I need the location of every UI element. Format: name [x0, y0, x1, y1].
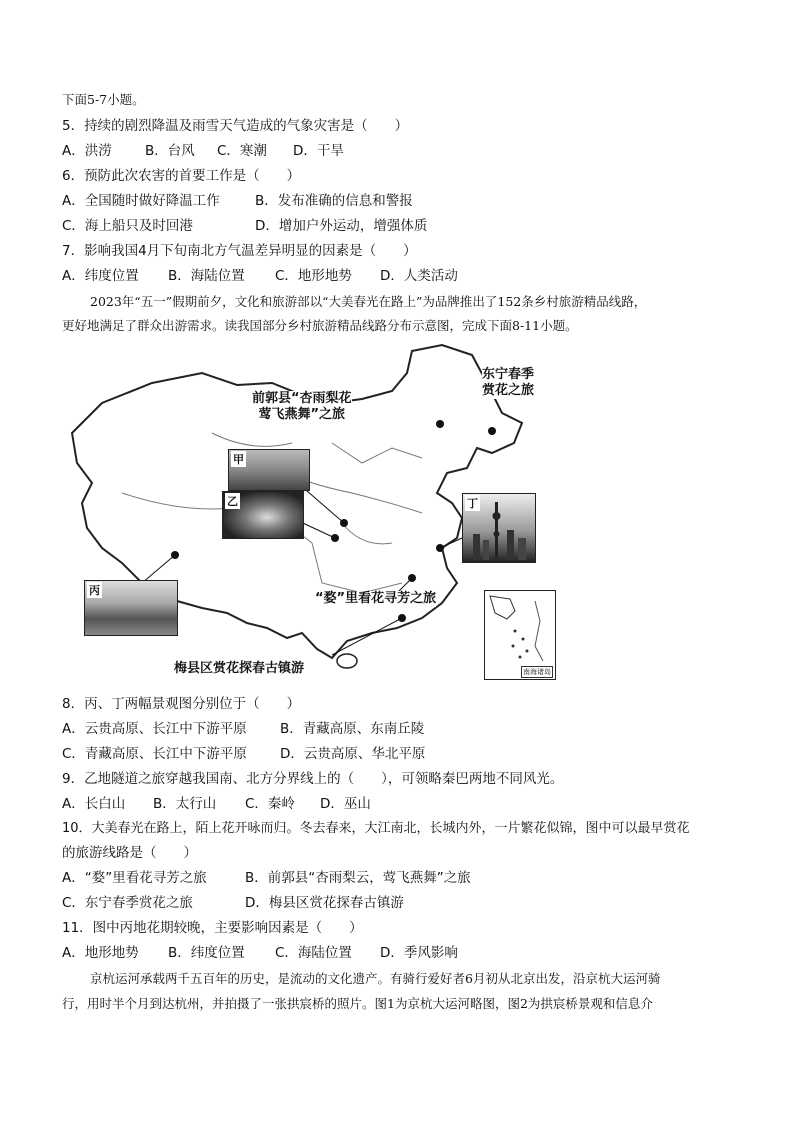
q9-option-d[interactable]: D．巫山 [320, 796, 371, 812]
passage-3-line-1: 京杭运河承载两千五百年的历史，是流动的文化遗产。有骑行爱好者6月初从北京出发，沿京杭大运河骑 [90, 971, 661, 986]
question-11-stem: 11．图中丙地花期较晚，主要影响因素是（ ） [62, 920, 363, 936]
q10-option-c[interactable]: C．东宁春季赏花之旅 [62, 895, 193, 911]
q11-option-a[interactable]: A．地形地势 [62, 945, 139, 961]
q6-option-c[interactable]: C．海上船只及时回港 [62, 218, 193, 234]
label-qianguo: 前郭县“杏雨梨花 莺飞燕舞”之旅 [252, 391, 352, 422]
photo-jia [228, 449, 310, 491]
q10-option-a[interactable]: A．“婺”里看花寻芳之旅 [62, 870, 207, 886]
passage-2-line-1: 2023年“五一”假期前夕，文化和旅游部以“大美春光在路上”为品牌推出了152条乡村旅游精品线路， [90, 294, 647, 309]
question-7-stem: 7．影响我国4月下旬南北方气温差异明显的因素是（ ） [62, 243, 417, 259]
photo-ding [462, 493, 536, 563]
q7-option-b[interactable]: B．海陆位置 [168, 268, 245, 284]
question-8-stem: 8．丙、丁两幅景观图分别位于（ ） [62, 696, 301, 712]
photo-ding-label: 丁 [467, 497, 478, 510]
dot-qianguo [436, 420, 444, 428]
q11-option-d[interactable]: D．季风影响 [380, 945, 458, 961]
dot-dongning [488, 427, 496, 435]
question-10-stem-2: 的旅游线路是（ ） [62, 845, 197, 861]
q7-option-c[interactable]: C．地形地势 [275, 268, 352, 284]
passage-2-line-2: 更好地满足了群众出游需求。读我国部分乡村旅游精品线路分布示意图，完成下面8-11小题。 [62, 318, 578, 333]
q11-option-b[interactable]: B．纬度位置 [168, 945, 245, 961]
passage-3-line-2: 行，用时半个月到达杭州，并拍摄了一张拱宸桥的照片。图1为京杭大运河略图，图2为拱宸桥景观和信息介 [62, 996, 653, 1011]
q7-option-d[interactable]: D．人类活动 [380, 268, 458, 284]
tower-skyline-icon [463, 494, 535, 562]
photo-bing-label: 丙 [89, 584, 100, 597]
question-6-stem: 6．预防此次农害的首要工作是（ ） [62, 168, 301, 184]
label-dongning: 东宁春季 赏花之旅 [482, 367, 535, 398]
q6-option-d[interactable]: D．增加户外运动，增强体质 [255, 218, 428, 234]
q5-option-a[interactable]: A．洪涝 [62, 143, 112, 159]
label-meixian: 梅县区赏花探春古镇游 [174, 661, 305, 676]
photo-yi [222, 491, 304, 539]
photo-bing [84, 580, 178, 636]
inset-caption: 南海诸岛 [523, 668, 551, 676]
label-wu: “婺”里看花寻芳之旅 [315, 591, 437, 606]
q9-option-b[interactable]: B．太行山 [153, 796, 217, 812]
q9-option-a[interactable]: A．长白山 [62, 796, 126, 812]
q7-option-a[interactable]: A．纬度位置 [62, 268, 139, 284]
china-tourism-route-map [62, 343, 688, 683]
question-9-stem: 9．乙地隧道之旅穿越我国南、北方分界线上的（ ），可领略秦巴两地不同风光。 [62, 771, 564, 787]
intro-tail: 下面5-7小题。 [62, 92, 145, 107]
q8-option-b[interactable]: B．青藏高原、东南丘陵 [280, 721, 425, 737]
q11-option-c[interactable]: C．海陆位置 [275, 945, 352, 961]
question-5-stem: 5．持续的剧烈降温及雨雪天气造成的气象灾害是（ ） [62, 118, 409, 134]
q8-option-a[interactable]: A．云贵高原、长江中下游平原 [62, 721, 247, 737]
south-china-sea-inset [484, 590, 556, 680]
photo-jia-label: 甲 [233, 453, 244, 466]
q8-option-d[interactable]: D．云贵高原、华北平原 [280, 746, 426, 762]
q10-option-b[interactable]: B．前郭县“杏雨梨云，莺飞燕舞”之旅 [245, 870, 471, 886]
q5-option-d[interactable]: D．干旱 [293, 143, 344, 159]
q5-option-c[interactable]: C．寒潮 [217, 143, 267, 159]
q10-option-d[interactable]: D．梅县区赏花探春古镇游 [245, 895, 404, 911]
q8-option-c[interactable]: C．青藏高原、长江中下游平原 [62, 746, 247, 762]
q6-option-b[interactable]: B．发布准确的信息和警报 [255, 193, 413, 209]
question-10-stem-1: 10．大美春光在路上，陌上花开咏而归。冬去春来，大江南北，长城内外，一片繁花似锦，图中可以最早赏花 [62, 821, 690, 836]
q6-option-a[interactable]: A．全国随时做好降温工作 [62, 193, 220, 209]
q5-option-b[interactable]: B．台风 [145, 143, 195, 159]
photo-yi-label: 乙 [227, 495, 238, 508]
q9-option-c[interactable]: C．秦岭 [245, 796, 295, 812]
